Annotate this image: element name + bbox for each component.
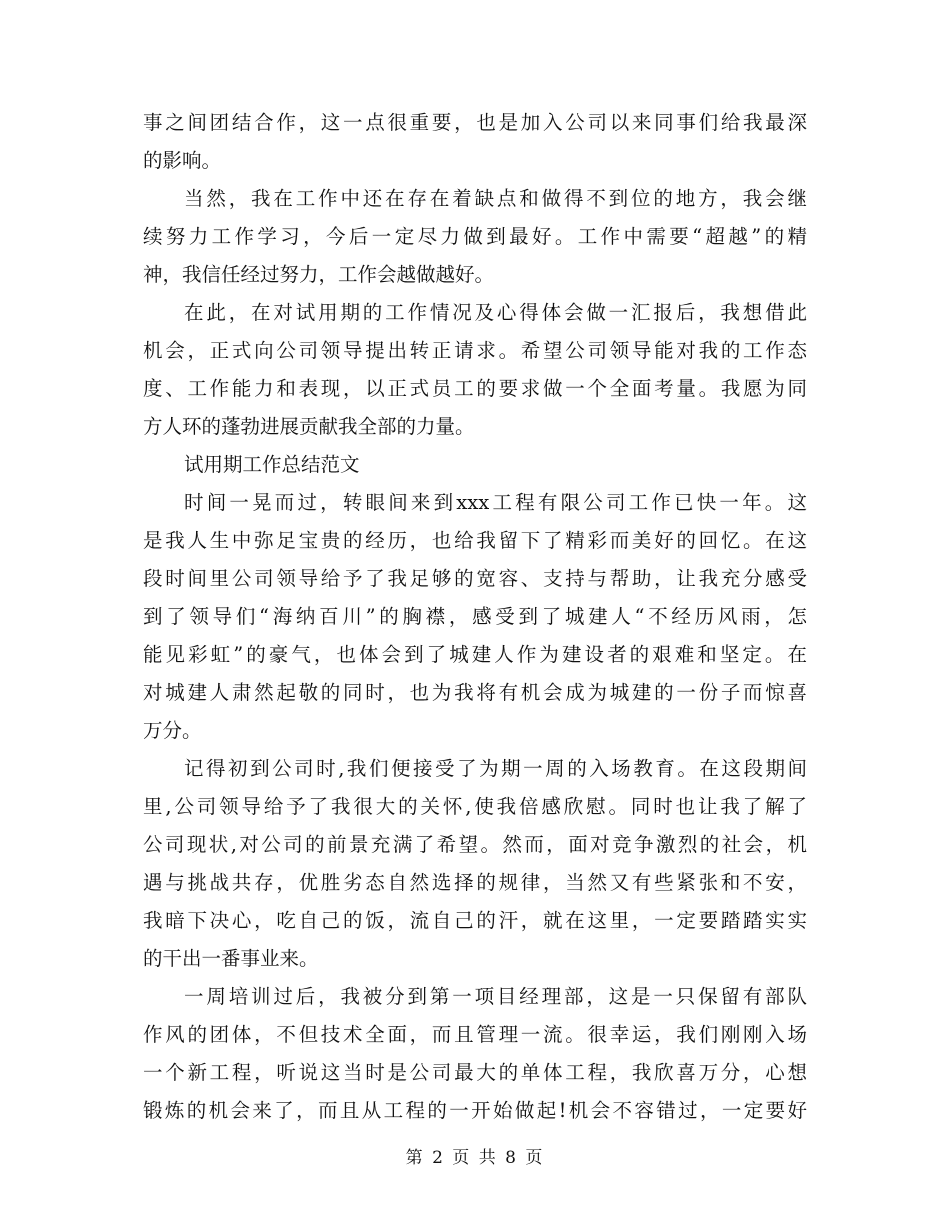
text-line: 一周培训过后，我被分到第一项目经理部，这是一只保留有部队	[184, 985, 807, 1008]
text-line: 锻炼的机会来了，而且从工程的一开始做起!机会不容错过，一定要好	[143, 1099, 807, 1122]
text-line: 遇与挑战共存，优胜劣态自然选择的规律，当然又有些紧张和不安，	[143, 871, 807, 894]
text-line: 试用期工作总结范文	[184, 453, 360, 476]
text-line: 万分。	[143, 719, 202, 742]
document-body	[143, 104, 807, 1130]
text-line: 我暗下决心，吃自己的饭，流自己的汗，就在这里，一定要踏踏实实	[143, 909, 807, 932]
text-line: 续努力工作学习，今后一定尽力做到最好。工作中需要“超越”的精	[143, 225, 807, 248]
text-line: 里,公司领导给予了我很大的关怀,使我倍感欣慰。同时也让我了解了	[143, 795, 807, 818]
text-line: 记得初到公司时,我们便接受了为期一周的入场教育。在这段期间	[184, 757, 807, 780]
text-line: 作风的团体，不但技术全面，而且管理一流。很幸运，我们刚刚入场	[143, 1023, 807, 1046]
text-line: 一个新工程，听说这当时是公司最大的单体工程，我欣喜万分，心想	[143, 1061, 807, 1084]
text-line: 时间一晃而过，转眼间来到xxx工程有限公司工作已快一年。这	[184, 491, 807, 514]
text-line: 度、工作能力和表现，以正式员工的要求做一个全面考量。我愿为同	[143, 377, 807, 400]
text-line: 在此，在对试用期的工作情况及心得体会做一汇报后，我想借此	[184, 301, 807, 324]
text-line: 段时间里公司领导给予了我足够的宽容、支持与帮助，让我充分感受	[143, 567, 807, 590]
text-line: 能见彩虹”的豪气，也体会到了城建人作为建设者的艰难和坚定。在	[143, 643, 807, 666]
text-line: 公司现状,对公司的前景充满了希望。然而，面对竞争激烈的社会，机	[143, 833, 807, 856]
text-line: 对城建人肃然起敬的同时，也为我将有机会成为城建的一份子而惊喜	[143, 681, 807, 704]
text-line: 当然，我在工作中还在存在着缺点和做得不到位的地方，我会继	[184, 187, 807, 210]
text-line: 事之间团结合作，这一点很重要，也是加入公司以来同事们给我最深	[143, 111, 807, 134]
page-footer: 第 2 页 共 8 页	[405, 1148, 545, 1168]
text-line: 神，我信任经过努力，工作会越做越好。	[143, 263, 495, 286]
text-line: 方人环的蓬勃进展贡献我全部的力量。	[143, 415, 475, 438]
text-line: 的干出一番事业来。	[143, 947, 319, 970]
text-line: 是我人生中弥足宝贵的经历，也给我留下了精彩而美好的回忆。在这	[143, 529, 807, 552]
text-line: 的影响。	[143, 149, 222, 172]
text-line: 机会，正式向公司领导提出转正请求。希望公司领导能对我的工作态	[143, 339, 807, 362]
text-line: 到了领导们“海纳百川”的胸襟，感受到了城建人“不经历风雨，怎	[143, 605, 807, 628]
